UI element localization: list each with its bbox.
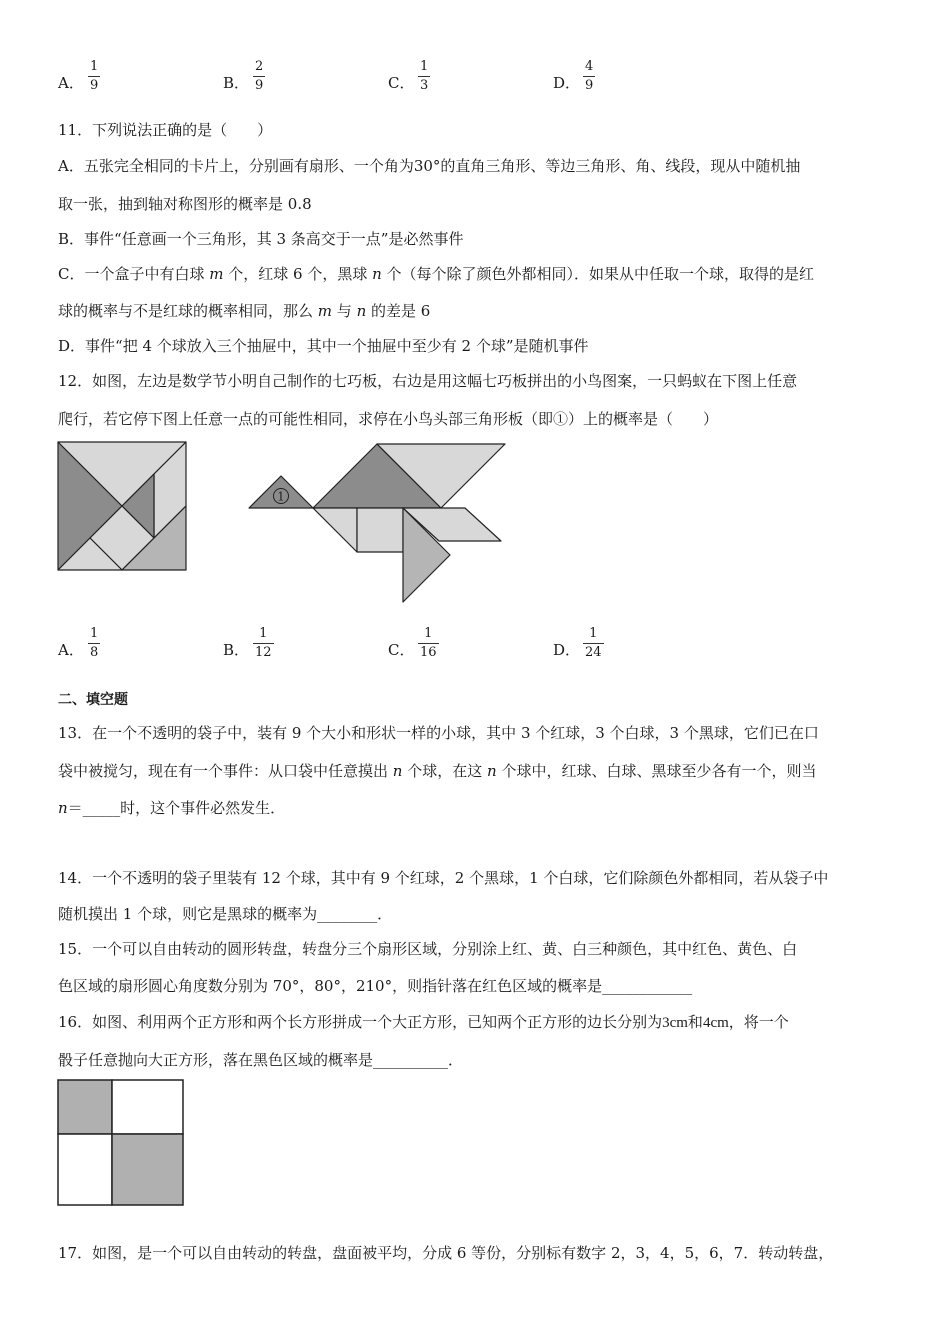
q16-squares-figure [56,1078,186,1208]
q13-line3: n＝_____时，这个事件必然发生． [58,799,286,817]
q11-stem: 11．下列说法正确的是（ ） [58,121,273,139]
q11-option-c-line2: 球的概率与不是红球的概率相同，那么 m 与 n 的差是 6 [58,302,431,320]
q15-line1: 15．一个可以自由转动的圆形转盘，转盘分三个扇形区域，分别涂上红、黄、白三种颜色，其中红色、黄色、白 [58,940,798,958]
q11-option-b: B．事件“任意画一个三角形，其 3 条高交于一点”是必然事件 [58,230,464,248]
option-label: D． [553,641,581,659]
fraction: 1 24 [585,626,602,660]
option-label: A． [58,74,84,92]
option-label: A． [58,641,84,659]
q14-line2: 随机摸出 1 个球，则它是黑球的概率为________． [58,905,393,923]
option-label: D． [553,74,581,92]
q12-line1: 12．如图，左边是数学节小明自己制作的七巧板，右边是用这幅七巧板拼出的小鸟图案，一只蚂蚁在下图上任意 [58,372,798,390]
option-label: B． [223,641,250,659]
tangram-bird-figure [245,440,510,605]
tangram-square-figure [56,440,190,574]
q13-line2: 袋中被搅匀，现在有一个事件：从口袋中任意摸出 n 个球，在这 n 个球中，红球、白球、黑球至少各有一个，则当 [58,762,817,780]
q13-line1: 13．在一个不透明的袋子中，装有 9 个大小和形状一样的小球，其中 3 个红球，3 个白球，3 个黑球，它们已在口 [58,724,819,742]
q16-line2: 骰子任意抛向大正方形，落在黑色区域的概率是__________． [58,1051,464,1069]
fraction: 1 12 [255,626,272,660]
fraction: 1 3 [420,59,429,93]
q11-option-a-line2: 取一张，抽到轴对称图形的概率是 0.8 [58,195,312,213]
bird-neck-triangle [313,508,357,552]
fraction: 4 9 [585,59,594,93]
q14-line1: 14．一个不透明的袋子里装有 12 个球，其中有 9 个红球，2 个黑球，1 个白球，它们除颜色外都相同，若从袋子中 [58,869,829,887]
q17-line1: 17．如图，是一个可以自由转动的转盘，盘面被平均，分成 6 等份，分别标有数字 2，3，4，5，6，7．转动转盘， [58,1244,834,1262]
black-square-top-left [58,1080,112,1134]
bird-body-square [357,508,403,552]
fraction: 1 16 [420,626,437,660]
q11-option-c-line1: C．一个盒子中有白球 m 个，红球 6 个，黑球 n 个（每个除了颜色外都相同）．如果从中任取一个球，取得的是红 [58,265,815,283]
fraction: 2 9 [255,59,264,93]
q11-option-a-line1: A．五张完全相同的卡片上，分别画有扇形、一个角为30°的直角三角形、等边三角形、角、线段，现从中随机抽 [58,157,801,175]
section-title-fill-in: 二、填空题 [58,692,128,708]
q16-line1: 16．如图、利用两个正方形和两个长方形拼成一个大正方形，已知两个正方形的边长分别为3cm和4cm，将一个 [58,1013,789,1031]
option-label: C． [388,641,415,659]
option-label: B． [223,74,250,92]
white-rect-top-right [112,1080,183,1134]
q12-line2: 爬行，若它停下图上任意一点的可能性相同，求停在小鸟头部三角形板（即①）上的概率是（ ） [58,410,719,428]
fraction: 1 9 [90,59,99,93]
option-label: C． [388,74,415,92]
head-label: 1 [277,489,285,504]
q11-option-d: D．事件“把 4 个球放入三个抽屉中，其中一个抽屉中至少有 2 个球”是随机事件 [58,337,589,355]
black-square-bottom-right [112,1134,183,1205]
fraction: 1 8 [90,626,99,660]
white-rect-bottom-left [58,1134,112,1205]
q15-line2: 色区域的扇形圆心角度数分别为 70°，80°，210°，则指针落在红色区域的概率是____________ [58,977,693,995]
